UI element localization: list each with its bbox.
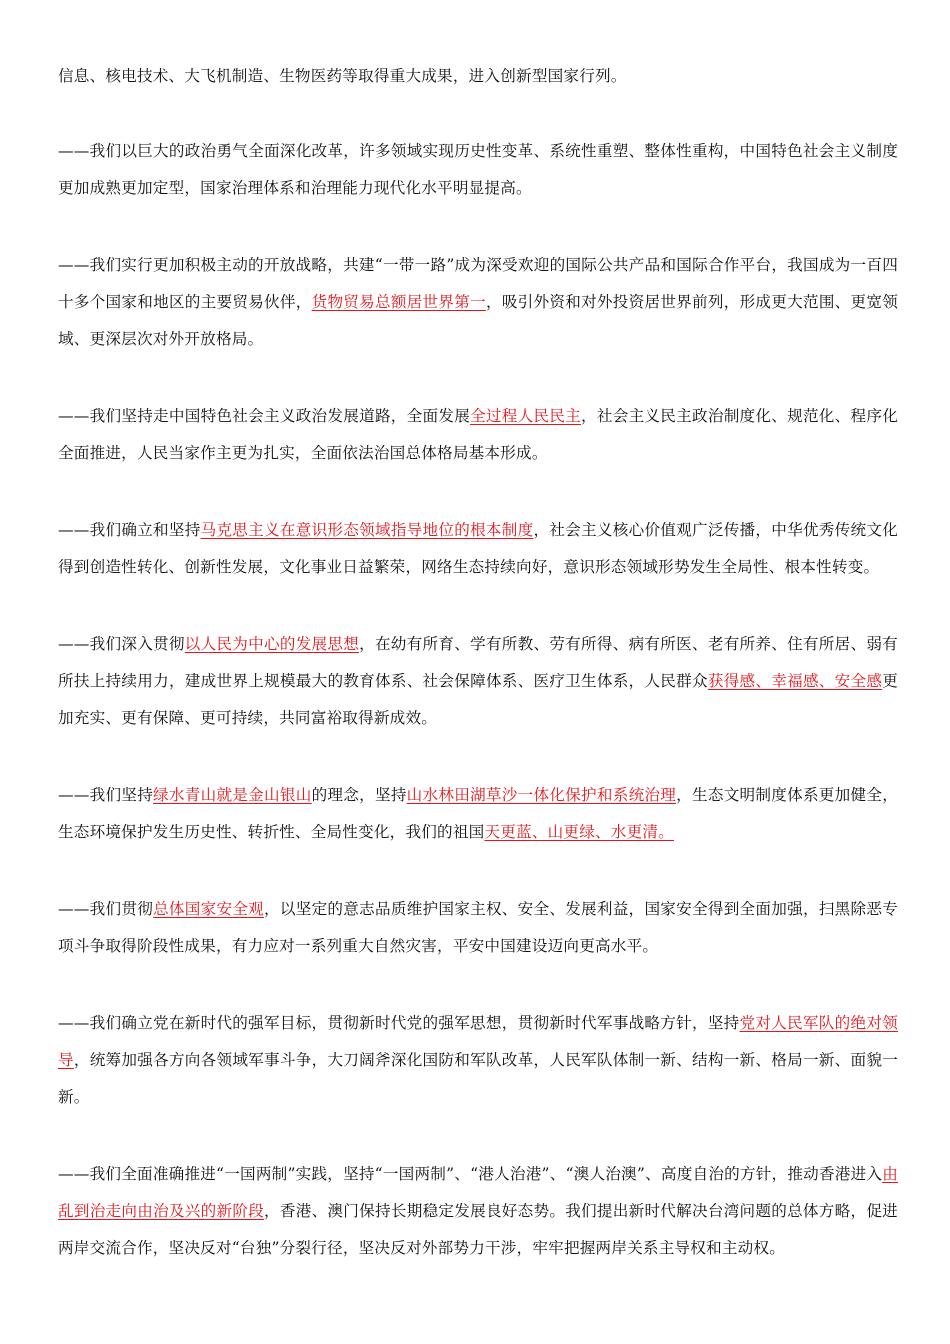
paragraph-people-centered xyxy=(58,626,898,737)
paragraph-security xyxy=(58,891,898,965)
paragraph-ecology xyxy=(58,777,898,851)
text-segment: ，在幼有所育、学有所教、劳有所得、病有所医、老有所养、住有所居、弱有所扶上持续用力，建成世界上规模最大的教育体系、社会保障体系、医疗卫生体系，人民群众 xyxy=(58,635,898,690)
text-segment: ，香港、澳门保持长期稳定发展良好态势。我们提出新时代解决台湾问题的总体方略，促进两岸交流合作，坚决反对“台独”分裂行径，坚决反对外部势力干涉，牢牢把握两岸关系主导权和主动权。 xyxy=(58,1202,898,1257)
highlight-whole-process-democracy: 全过程人民民主 xyxy=(470,407,582,425)
text-segment: ，统筹加强各方向各领域军事斗争，大刀阔斧深化国防和军队改革，人民军队体制一新、结构一新、格局一新、面貌一新。 xyxy=(58,1051,899,1106)
paragraph-opening-up xyxy=(58,247,898,358)
highlight-new-stage: 由乱到治走向由治及兴的新阶段 xyxy=(58,1165,898,1220)
text-segment: ——我们坚持走中国特色社会主义政治发展道路，全面发展 xyxy=(58,407,471,425)
text-segment: ——我们确立党在新时代的强军目标，贯彻新时代党的强军思想，贯彻新时代军事战略方针，坚持 xyxy=(58,1014,740,1032)
highlight-party-leadership-army: 党对人民军队的绝对领导 xyxy=(58,1014,898,1069)
highlight-marxism-system: 马克思主义在意识形态领域指导地位的根本制度 xyxy=(200,521,534,539)
paragraph-ideology xyxy=(58,512,898,586)
highlight-sense-of-gain: 获得感、幸福感、安全感 xyxy=(707,672,883,690)
text-segment: ——我们深入贯彻 xyxy=(58,635,185,653)
text-segment: ，社会主义民主政治制度化、规范化、程序化全面推进，人民当家作主更为扎实，全面依法治国总体格局基本形成。 xyxy=(58,407,898,462)
text-segment: ，社会主义核心价值观广泛传播，中华优秀传统文化得到创造性转化、创新性发展，文化事业日益繁荣，网络生态持续向好，意识形态领域形势发生全局性、根本性转变。 xyxy=(58,521,898,576)
text-segment: ，生态文明制度体系更加健全，生态环境保护发生历史性、转折性、全局性变化，我们的祖国 xyxy=(58,786,898,841)
highlight-trade-volume: 货物贸易总额居世界第一 xyxy=(311,293,486,311)
paragraph-democracy xyxy=(58,398,898,472)
text-segment: 更加充实、更有保障、更可持续，共同富裕取得新成效。 xyxy=(58,672,899,727)
text-segment: ，吸引外资和对外投资居世界前列，形成更大范围、更宽领域、更深层次对外开放格局。 xyxy=(58,293,899,348)
paragraph-achievements-innovation: 信息、核电技术、大飞机制造、生物医药等取得重大成果，进入创新型国家行列。 xyxy=(58,67,627,85)
highlight-integrated-protection: 山水林田湖草沙一体化保护和系统治理 xyxy=(406,786,677,804)
highlight-green-mountains: 绿水青山就是金山银山 xyxy=(153,786,312,804)
text-segment: 的理念，坚持 xyxy=(311,786,407,804)
paragraph-military xyxy=(58,1005,898,1116)
highlight-national-security: 总体国家安全观 xyxy=(153,900,265,918)
highlight-bluer-sky: 天更蓝、山更绿、水更清。 xyxy=(484,823,674,841)
paragraph-reform: ——我们以巨大的政治勇气全面深化改革，许多领域实现历史性变革、系统性重塑、整体性重构，中国特色社会主义制度更加成熟更加定型，国家治理体系和治理能力现代化水平明显提高。 xyxy=(58,142,898,197)
text-segment: ——我们确立和坚持 xyxy=(58,521,201,539)
text-segment: ——我们坚持 xyxy=(58,786,154,804)
text-segment: ，以坚定的意志品质维护国家主权、安全、发展利益，国家安全得到全面加强，扫黑除恶专项斗争取得阶段性成果，有力应对一系列重大自然灾害，平安中国建设迈向更高水平。 xyxy=(58,900,899,955)
highlight-people-centered-thought: 以人民为中心的发展思想 xyxy=(184,635,360,653)
text-segment: ——我们实行更加积极主动的开放战略，共建“一带一路”成为深受欢迎的国际公共产品和国际合作平台，我国成为一百四十多个国家和地区的主要贸易伙伴， xyxy=(58,256,898,311)
text-segment: ——我们全面准确推进“一国两制”实践，坚持“一国两制”、“港人治港”、“澳人治澳”、高度自治的方针，推动香港进入 xyxy=(58,1165,883,1183)
text-segment: ——我们贯彻 xyxy=(58,900,154,918)
paragraph-one-country-two-systems xyxy=(58,1156,898,1267)
